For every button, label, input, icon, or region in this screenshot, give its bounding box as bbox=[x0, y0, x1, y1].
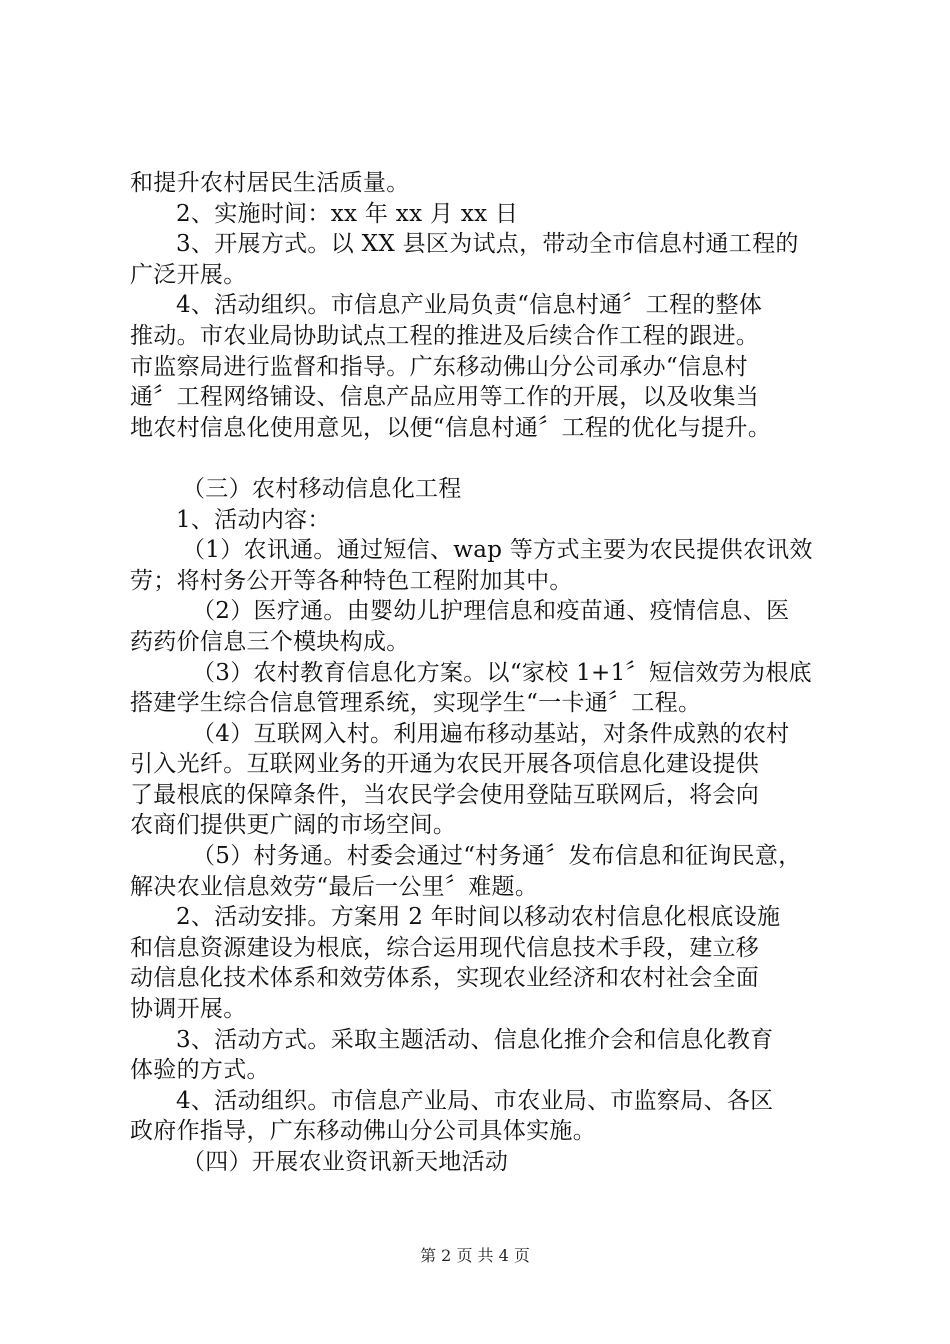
text-line: （5）村务通。村委会通过“村务通〞发布信息和征询民意， bbox=[192, 843, 802, 870]
text-line: 搭建学生综合信息管理系统，实现学生“一卡通〞工程。 bbox=[130, 690, 702, 717]
page-footer: 第 2 页 共 4 页 bbox=[420, 1246, 530, 1265]
text-line: 2、活动安排。方案用 2 年时间以移动农村信息化根底设施 bbox=[176, 904, 781, 931]
text-line: 动信息化技术体系和效劳体系，实现农业经济和农村社会全面 bbox=[130, 965, 760, 992]
text-line: （4）互联网入村。利用遍布移动基站，对条件成熟的农村 bbox=[192, 720, 790, 747]
text-line: 和提升农村居民生活质量。 bbox=[130, 170, 410, 196]
text-line: 广泛开展。 bbox=[130, 261, 247, 288]
text-line: 引入光纤。互联网业务的开通为农民开展各项信息化建设提供 bbox=[130, 751, 760, 778]
section-heading: （四）开展农业资讯新天地活动 bbox=[182, 1149, 509, 1175]
text-line: 3、开展方式。以 XX 县区为试点，带动全市信息村通工程的 bbox=[176, 231, 799, 258]
text-line: 农商们提供更广阔的市场空间。 bbox=[130, 812, 457, 839]
text-line: 政府作指导，广东移动佛山分公司具体实施。 bbox=[130, 1118, 596, 1145]
text-line: 2、实施时间：xx 年 xx 月 xx 日 bbox=[176, 200, 519, 227]
text-line: （3）农村教育信息化方案。以“家校 1+1〞短信效劳为根底 bbox=[192, 659, 812, 686]
text-line: （1）农讯通。通过短信、wap 等方式主要为农民提供农讯效 bbox=[182, 537, 813, 564]
text-line: 地农村信息化使用意见，以便“信息村通〞工程的优化与提升。 bbox=[130, 414, 772, 441]
text-line: 解决农业信息效劳“最后一公里〞难题。 bbox=[130, 873, 539, 900]
text-line: 推动。市农业局协助试点工程的推进及后续合作工程的跟进。 bbox=[130, 322, 760, 349]
body-text bbox=[130, 168, 835, 1178]
text-line: （2）医疗通。由婴幼儿护理信息和疫苗通、疫情信息、医 bbox=[192, 598, 790, 625]
text-line: 4、活动组织。市信息产业局、市农业局、市监察局、各区 bbox=[176, 1087, 774, 1114]
text-line: 劳；将村务公开等各种特色工程附加其中。 bbox=[130, 567, 573, 594]
text-line: 和信息资源建设为根底，综合运用现代信息技术手段，建立移 bbox=[130, 934, 760, 961]
text-line: 了最根底的保障条件，当农民学会使用登陆互联网后，将会向 bbox=[130, 781, 760, 808]
text-line: 通〞工程网络铺设、信息产品应用等工作的开展，以及收集当 bbox=[130, 384, 760, 411]
text-line: 3、活动方式。采取主题活动、信息化推介会和信息化教育 bbox=[176, 1026, 774, 1053]
paragraph-gap bbox=[130, 443, 835, 474]
text-line: 药药价信息三个模块构成。 bbox=[130, 628, 410, 655]
text-line: 1、活动内容： bbox=[176, 506, 331, 533]
text-line: 4、活动组织。市信息产业局负责“信息村通〞工程的整体 bbox=[176, 292, 763, 319]
text-line: 市监察局进行监督和指导。广东移动佛山分公司承办“信息村 bbox=[130, 353, 748, 380]
section-heading: （三）农村移动信息化工程 bbox=[182, 475, 462, 502]
text-line: 协调开展。 bbox=[130, 996, 247, 1023]
text-line: 体验的方式。 bbox=[130, 1057, 270, 1084]
